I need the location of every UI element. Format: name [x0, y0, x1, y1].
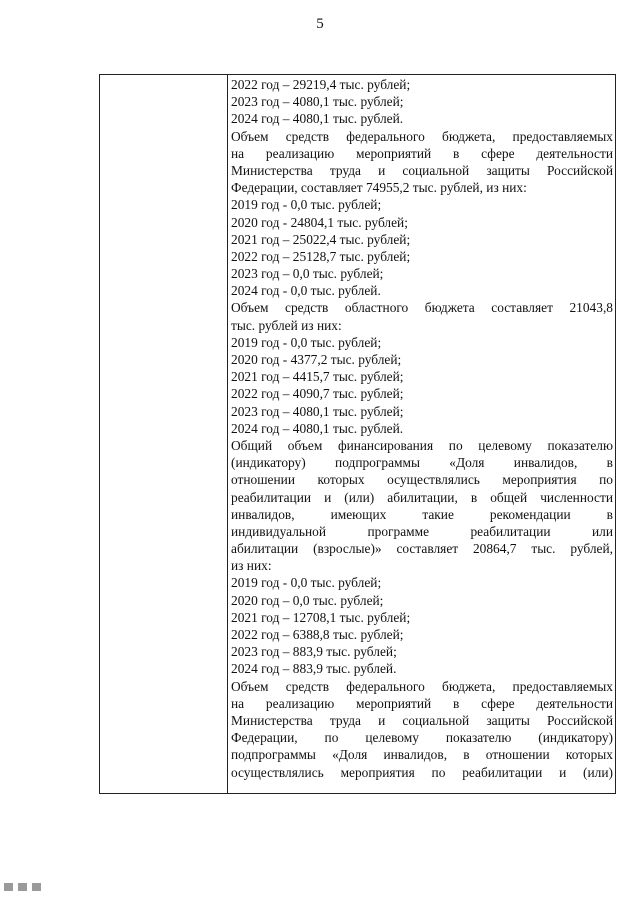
text-line: подпрограммы «Доля инвалидов, в отношении которых	[231, 747, 613, 763]
text-line: отношении которых осуществлялись мероприятия по	[231, 472, 613, 488]
text-line: 2023 год – 0,0 тыс. рублей;	[231, 266, 384, 282]
text-line: 2021 год – 25022,4 тыс. рублей;	[231, 231, 411, 247]
text-line: 2024 год – 4080,1 тыс. рублей.	[231, 420, 404, 436]
text-line: реабилитации и (или) абилитации, в общей численности	[231, 489, 613, 505]
text-line: 2020 год – 0,0 тыс. рублей;	[231, 592, 384, 608]
text-line: Общий объем финансирования по целевому показателю	[231, 437, 613, 453]
text-line: Объем средств федерального бюджета, предоставляемых	[231, 128, 613, 144]
text-line: 2022 год – 25128,7 тыс. рублей;	[231, 248, 411, 264]
text-line: Федерации, по целевому показателю (индикатору)	[231, 730, 613, 746]
table-right-column	[231, 76, 613, 781]
text-line: из них:	[231, 558, 272, 574]
text-line: 2024 год - 0,0 тыс. рублей.	[231, 283, 381, 299]
text-line: Федерации, составляет 74955,2 тыс. рублей, из них:	[231, 180, 527, 196]
text-line: абилитации (взрослые)» составляет 20864,7 тыс. рублей,	[231, 541, 613, 557]
text-line: 2024 год – 4080,1 тыс. рублей.	[231, 111, 404, 127]
text-line: тыс. рублей из них:	[231, 317, 342, 333]
text-line: Объем средств федерального бюджета, предоставляемых	[231, 678, 613, 694]
text-line: инвалидов, имеющих такие рекомендации в	[231, 506, 613, 522]
scan-mark-block	[32, 883, 41, 891]
text-line: Объем средств областного бюджета составляет 21043,8	[231, 300, 613, 316]
text-line: 2022 год – 29219,4 тыс. рублей;	[231, 77, 411, 92]
text-line: индивидуальной программе реабилитации или	[231, 523, 613, 539]
text-line: (индикатору) подпрограммы «Доля инвалидов, в	[231, 455, 613, 471]
text-line: 2022 год – 4090,7 тыс. рублей;	[231, 386, 404, 402]
scan-mark-block	[4, 883, 13, 891]
text-line: 2019 год - 0,0 тыс. рублей;	[231, 334, 382, 350]
text-line: 2021 год – 4415,7 тыс. рублей;	[231, 369, 404, 385]
text-line: на реализацию мероприятий в сфере деятельности	[231, 695, 613, 711]
text-line: 2019 год - 0,0 тыс. рублей;	[231, 575, 382, 591]
text-line: Министерства труда и социальной защиты Российской	[231, 162, 613, 178]
page-number: 5	[316, 16, 324, 32]
text-line: 2021 год – 12708,1 тыс. рублей;	[231, 609, 411, 625]
document-table	[99, 74, 616, 794]
text-line: 2023 год – 4080,1 тыс. рублей;	[231, 94, 404, 110]
text-line: 2019 год - 0,0 тыс. рублей;	[231, 197, 382, 213]
table-left-column	[100, 75, 228, 793]
text-line: 2023 год – 883,9 тыс. рублей;	[231, 644, 397, 660]
text-line: 2023 год – 4080,1 тыс. рублей;	[231, 403, 404, 419]
scan-mark-block	[18, 883, 27, 891]
text-line: на реализацию мероприятий в сфере деятельности	[231, 145, 613, 161]
scan-footer-mark	[4, 883, 41, 891]
text-line: Министерства труда и социальной защиты Российской	[231, 712, 613, 728]
text-line: 2022 год – 6388,8 тыс. рублей;	[231, 627, 404, 642]
text-line: 2020 год - 4377,2 тыс. рублей;	[231, 352, 402, 367]
text-line: 2020 год - 24804,1 тыс. рублей;	[231, 214, 408, 230]
text-line: 2024 год – 883,9 тыс. рублей.	[231, 661, 397, 677]
text-line: осуществлялись мероприятия по реабилитации и (или)	[231, 764, 613, 780]
